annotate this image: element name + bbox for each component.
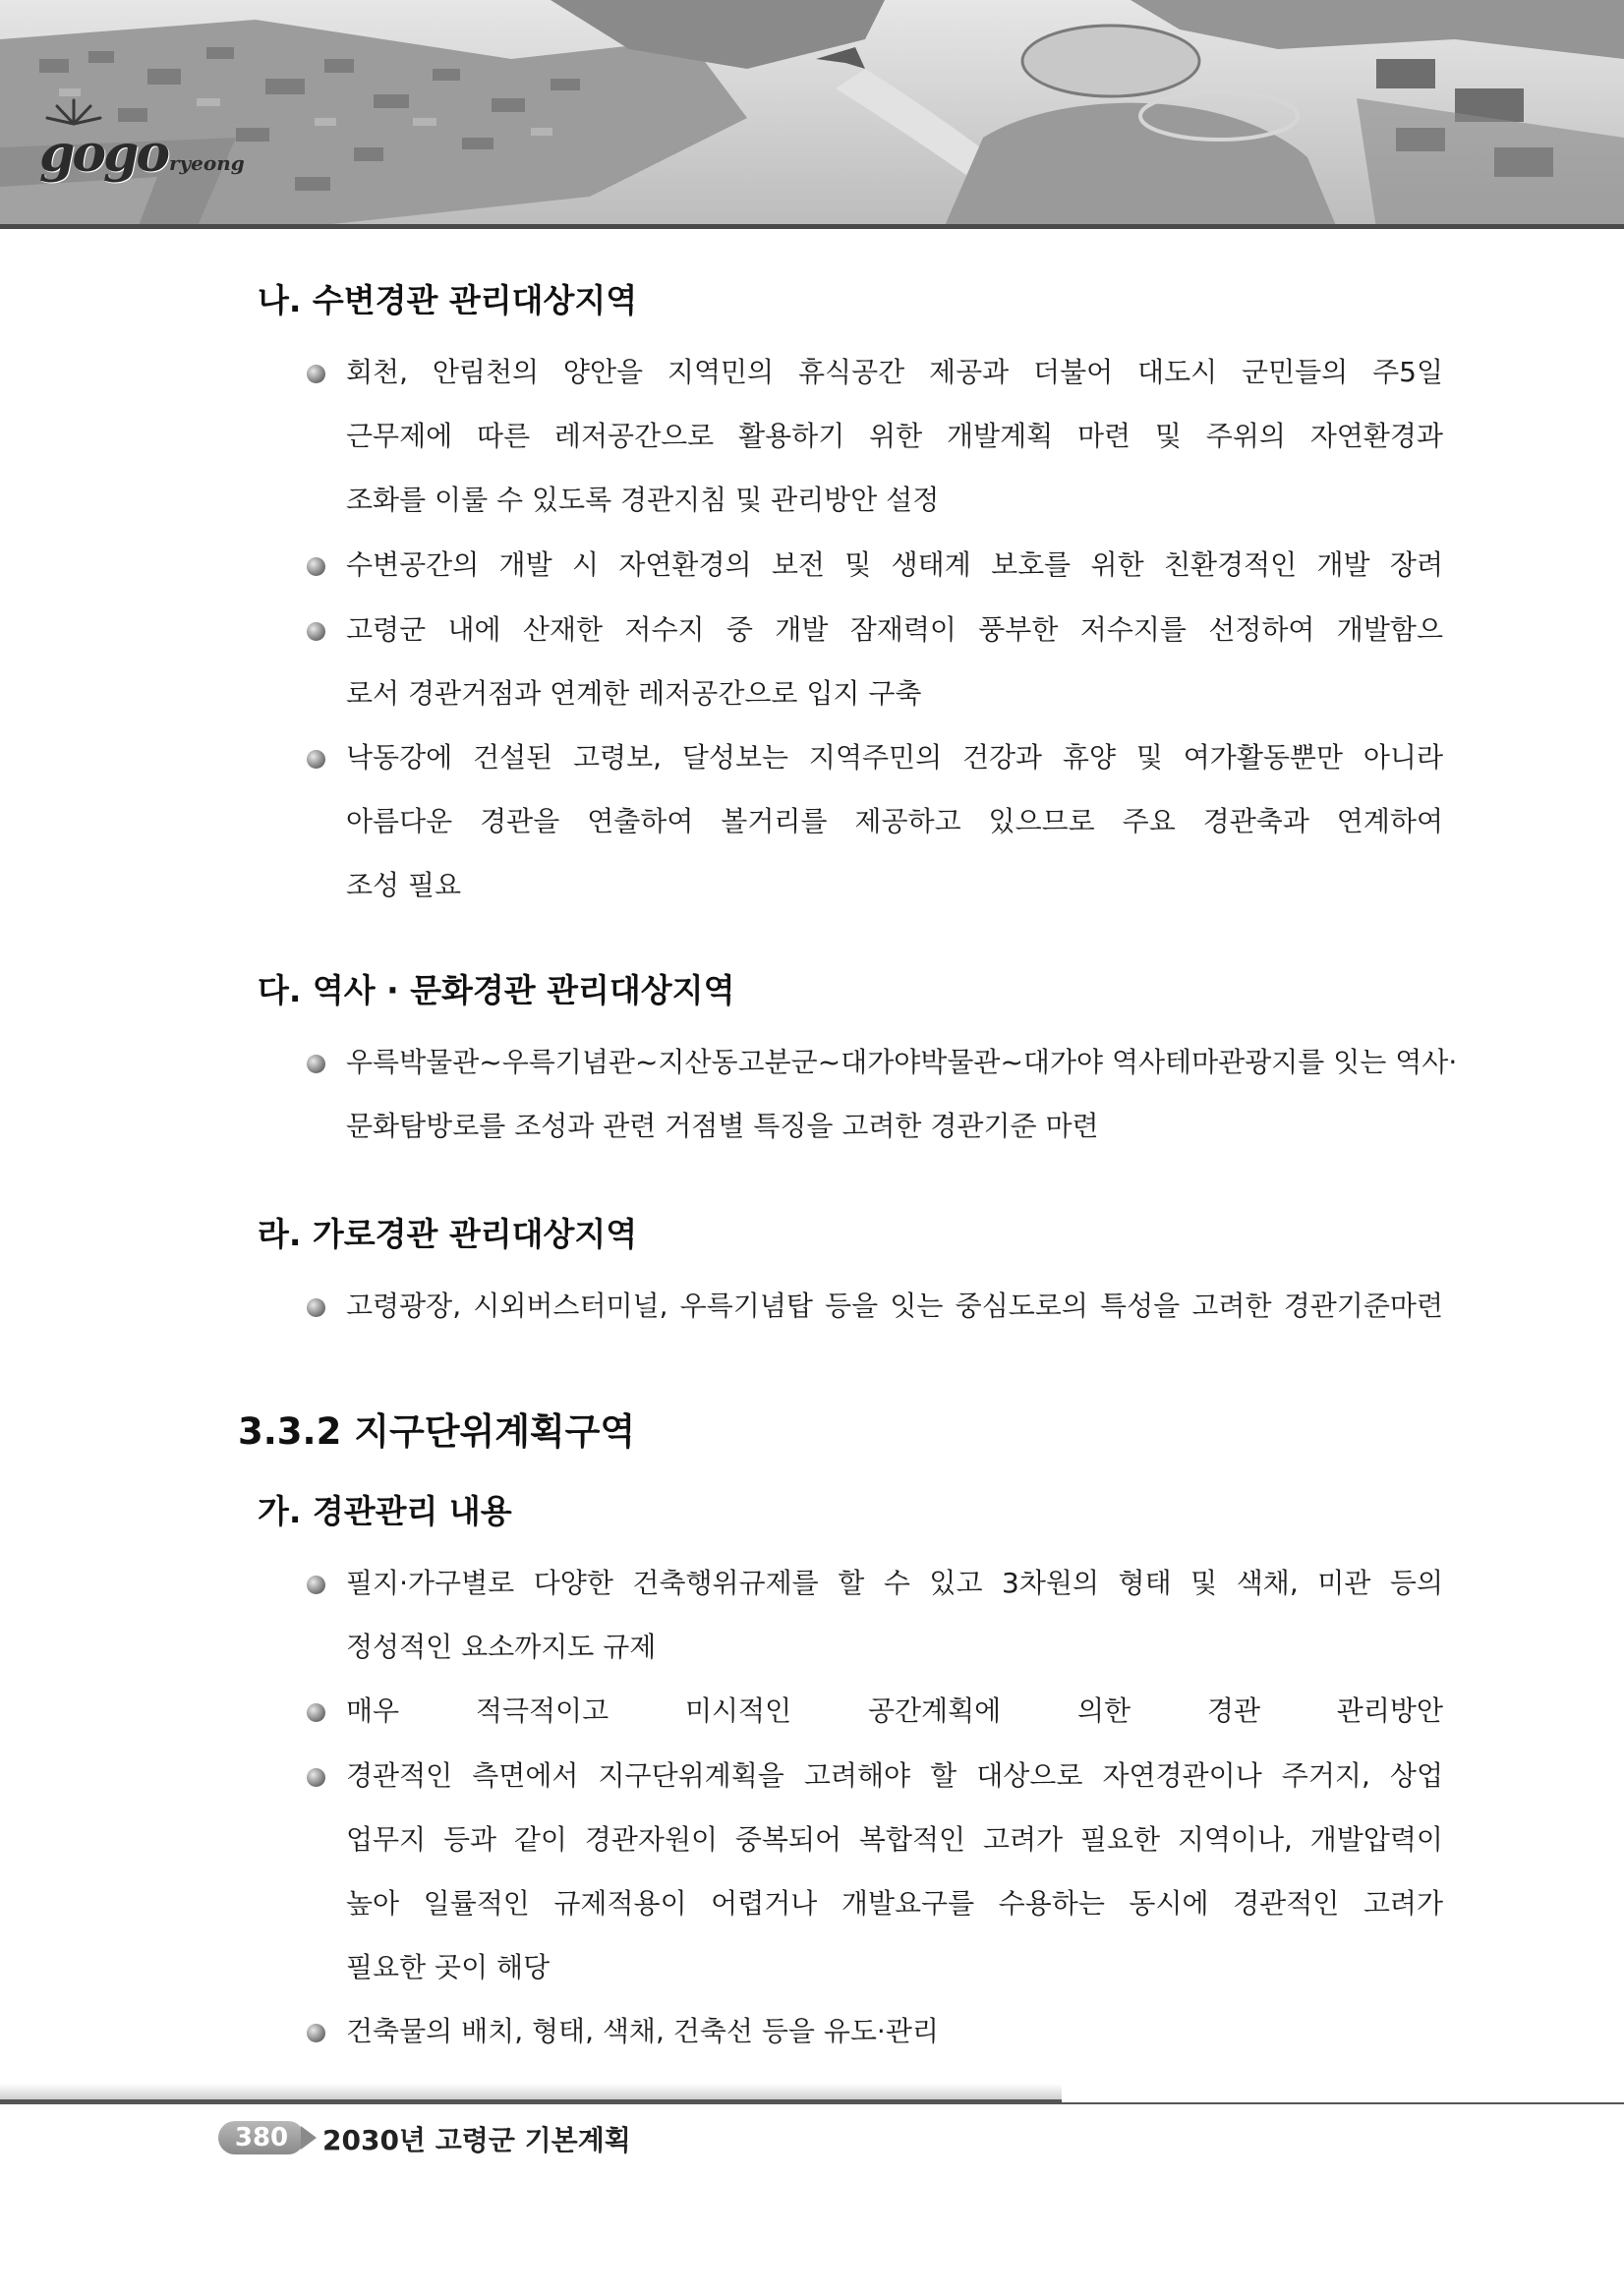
logo-subtext: ryeong xyxy=(169,151,245,175)
text-line: 수변공간의 개발 시 자연환경의 보전 및 생태계 보호를 위한 친환경적인 개발 장려 xyxy=(346,548,1443,581)
bullet-icon xyxy=(307,750,325,769)
text-line: 문화탐방로를 조성과 관련 거점별 특징을 고려한 경관기준 마련 xyxy=(346,1110,1099,1142)
subsection-heading-332: 3.3.2 지구단위계획구역 xyxy=(238,1410,636,1453)
page-number: 380 xyxy=(218,2121,305,2154)
text-line: 건축물의 배치, 형태, 색채, 건축선 등을 유도·관리 xyxy=(346,2015,939,2047)
text-line: 근무제에 따른 레저공간으로 활용하기 위한 개발계획 마련 및 주위의 자연환경과 xyxy=(346,420,1443,452)
bullet-icon xyxy=(307,1576,325,1594)
text-line: 고령광장, 시외버스터미널, 우륵기념탑 등을 잇는 중심도로의 특성을 고려한 경관기준마련 xyxy=(346,1290,1443,1322)
logo-text: gogo xyxy=(39,124,168,184)
gogo-goryeong-logo xyxy=(39,94,256,193)
text-line: 고령군 내에 산재한 저수지 중 개발 잠재력이 풍부한 저수지를 선정하여 개발함으 xyxy=(346,613,1443,646)
text-line: 업무지 등과 같이 경관자원이 중복되어 복합적인 고려가 필요한 지역이나, 개발압력이 xyxy=(346,1823,1443,1856)
text-line: 필지·가구별로 다양한 건축행위규제를 할 수 있고 3차원의 형태 및 색채, 미관 등의 xyxy=(346,1567,1443,1599)
text-line: 낙동강에 건설된 고령보, 달성보는 지역주민의 건강과 휴양 및 여가활동뿐만 아니라 xyxy=(346,741,1443,774)
text-line: 정성적인 요소까지도 규제 xyxy=(346,1631,657,1663)
section-heading-na: 나. 수변경관 관리대상지역 xyxy=(258,281,638,319)
bullet-icon xyxy=(307,1298,325,1317)
text-line: 아름다운 경관을 연출하여 볼거리를 제공하고 있으므로 주요 경관축과 연계하여 xyxy=(346,805,1443,837)
bullet-icon xyxy=(307,557,325,576)
header-divider xyxy=(0,224,1624,229)
bullet-icon xyxy=(307,1703,325,1722)
bullet-icon xyxy=(307,2024,325,2042)
footer-divider-thin xyxy=(1062,2102,1624,2104)
footer-shade xyxy=(0,2084,1062,2099)
footer-title: 2030년 고령군 기본계획 xyxy=(322,2124,631,2156)
bullet-icon xyxy=(307,1055,325,1073)
section-heading-ra: 라. 가로경관 관리대상지역 xyxy=(258,1215,638,1253)
text-line: 매우 적극적이고 미시적인 공간계획에 의한 경관 관리방안 xyxy=(346,1694,1443,1727)
section-heading-da: 다. 역사 · 문화경관 관리대상지역 xyxy=(258,971,735,1009)
header-banner xyxy=(0,0,1624,228)
text-line: 조성 필요 xyxy=(346,869,462,901)
text-line: 우륵박물관~우륵기념관~지산동고분군~대가야박물관~대가야 역사테마관광지를 잇는 역사· xyxy=(346,1046,1458,1078)
text-line: 높아 일률적인 규제적용이 어렵거나 개발요구를 수용하는 동시에 경관적인 고려가 xyxy=(346,1887,1443,1920)
text-line: 필요한 곳이 해당 xyxy=(346,1951,551,1983)
bullet-icon xyxy=(307,365,325,383)
page-arrow-icon xyxy=(301,2126,317,2150)
footer-divider xyxy=(0,2099,1062,2104)
text-line: 회천, 안림천의 양안을 지역민의 휴식공간 제공과 더불어 대도시 군민들의 주5일 xyxy=(346,356,1443,388)
text-line: 경관적인 측면에서 지구단위계획을 고려해야 할 대상으로 자연경관이나 주거지, 상업 xyxy=(346,1759,1443,1792)
text-line: 로서 경관거점과 연계한 레저공간으로 입지 구축 xyxy=(346,677,922,710)
section-heading-ga: 가. 경관관리 내용 xyxy=(258,1492,512,1530)
bullet-icon xyxy=(307,1768,325,1787)
text-line: 조화를 이룰 수 있도록 경관지침 및 관리방안 설정 xyxy=(346,484,940,516)
bullet-icon xyxy=(307,622,325,641)
